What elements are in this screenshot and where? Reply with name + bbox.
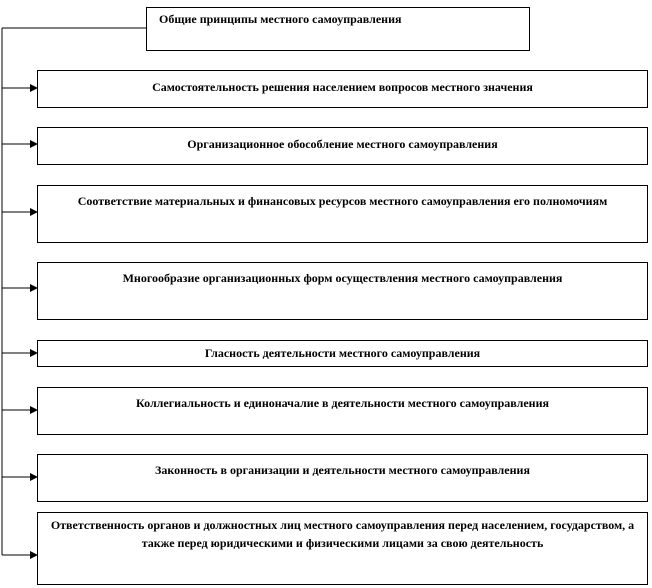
principle-label-3: Соответствие материальных и финансовых ресурсов местного самоуправления его полномочиям (77, 194, 608, 208)
principle-box-4 (37, 262, 648, 320)
principle-label-5: Гласность деятельности местного самоуправления (204, 346, 481, 360)
principle-label-2: Организационное обособление местного самоуправления (187, 137, 498, 151)
root-label: Общие принципы местного самоуправления (159, 12, 402, 26)
principle-box-6 (37, 387, 648, 435)
principle-box-5 (37, 340, 648, 367)
principle-box-7 (37, 454, 648, 502)
root-box (146, 7, 530, 51)
principle-box-1 (37, 70, 648, 108)
principle-box-8 (37, 512, 648, 585)
principle-label-1: Самостоятельность решения населением вопросов местного значения (152, 80, 533, 94)
principle-label-4: Многообразие организационных форм осуществления местного самоуправления (122, 271, 563, 285)
principle-box-3 (37, 185, 648, 243)
principle-label-8: Ответственность органов и должностных лиц местного самоуправления перед населением, государством, а также перед юридическими и физическими лицами за свою деятельность (50, 518, 635, 550)
principle-label-7: Законность в организации и деятельности местного самоуправления (155, 463, 530, 477)
principle-box-2 (37, 127, 648, 165)
principle-label-6: Коллегиальность и единоначалие в деятельности местного самоуправления (136, 396, 549, 410)
